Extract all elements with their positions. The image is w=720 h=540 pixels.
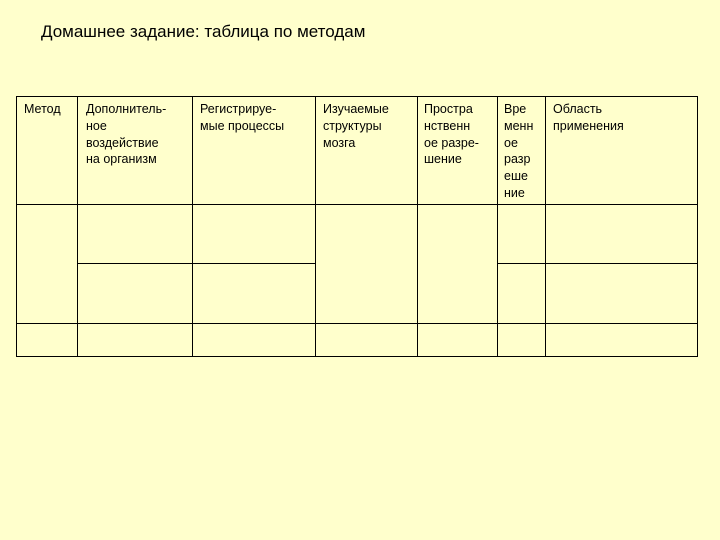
column-divider <box>545 96 546 357</box>
header-additional-effect <box>86 101 166 168</box>
header-line: мозга <box>323 135 356 150</box>
header-line: разр <box>504 152 531 167</box>
table-border-bottom <box>16 356 698 357</box>
header-line: воздействие <box>86 135 159 150</box>
table-border-top <box>16 96 698 97</box>
row-divider <box>77 263 316 264</box>
header-line: применения <box>553 118 624 133</box>
header-method <box>24 101 61 118</box>
header-line: Метод <box>24 102 61 116</box>
table-border-right <box>697 96 698 357</box>
header-application-area <box>553 101 624 135</box>
header-line: шение <box>424 152 462 167</box>
table-border-left <box>16 96 17 357</box>
row-divider <box>497 263 698 264</box>
row-divider <box>16 204 698 205</box>
header-line: нственн <box>424 118 471 133</box>
header-line: на организм <box>86 152 157 167</box>
header-line: Дополнитель- <box>86 102 167 116</box>
header-line: Область <box>553 102 603 116</box>
header-line: Вре <box>504 102 527 116</box>
header-line: Простра <box>424 102 473 116</box>
header-temporal-resolution <box>504 101 533 202</box>
header-line: мые процессы <box>200 118 285 133</box>
header-line: ное <box>86 118 107 133</box>
header-line: Регистрируе- <box>200 102 277 116</box>
header-line: менн <box>504 118 534 133</box>
column-divider <box>417 96 418 357</box>
column-divider <box>77 96 78 357</box>
header-recorded-processes <box>200 101 284 135</box>
slide-title: Домашнее задание: таблица по методам <box>41 22 366 41</box>
header-line: ое разре- <box>424 135 479 150</box>
header-line: Изучаемые <box>323 102 389 116</box>
column-divider <box>315 96 316 357</box>
header-line: еше <box>504 169 528 184</box>
header-line: ое <box>504 135 518 150</box>
row-divider <box>16 323 698 324</box>
header-brain-structures <box>323 101 389 151</box>
header-spatial-resolution <box>424 101 479 168</box>
column-divider <box>497 96 498 357</box>
header-line: ние <box>504 185 525 200</box>
column-divider <box>192 96 193 357</box>
header-line: структуры <box>323 118 382 133</box>
